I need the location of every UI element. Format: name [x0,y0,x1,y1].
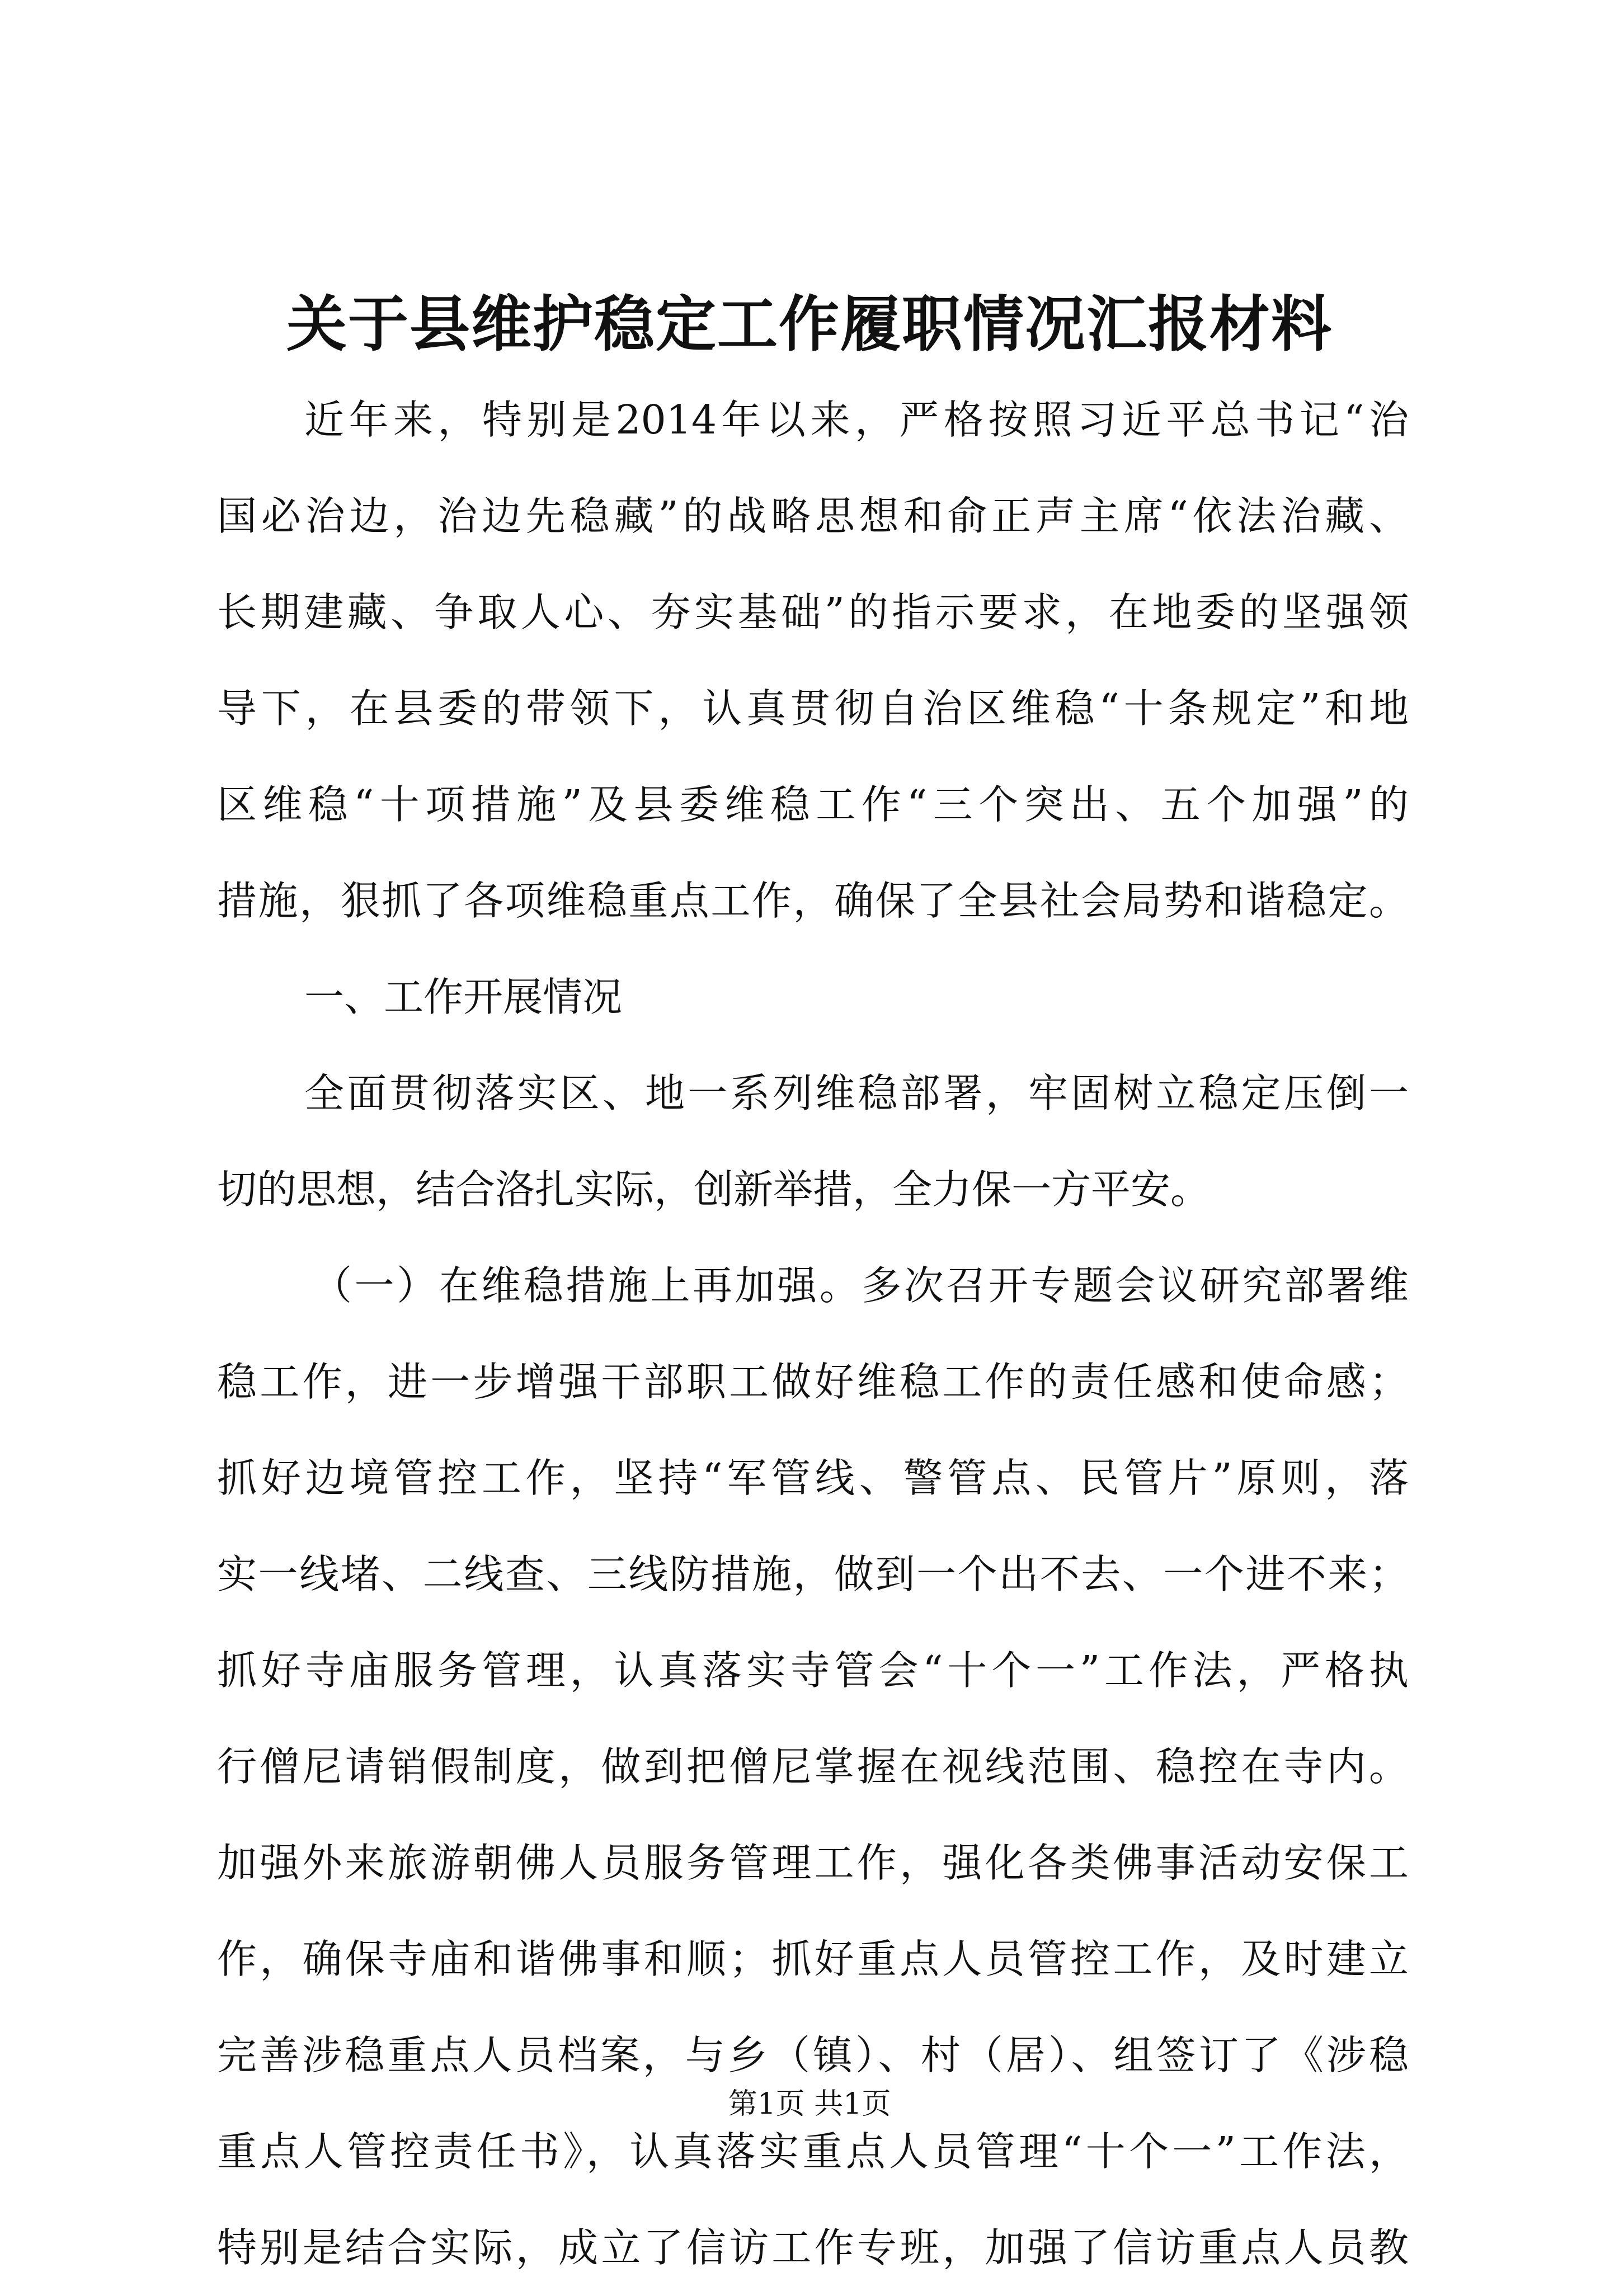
document-title: 关于县维护稳定工作履职情况汇报材料 [286,289,1333,360]
body-line: 措施，狠抓了各项维稳重点工作，确保了全县社会局势和谐稳定。 [217,878,1409,924]
section-heading: 一、工作开展情况 [304,974,623,1020]
body-line: 重点人管控责任书》，认真落实重点人员管理“十个一”工作法， [217,2128,1409,2175]
body-line: 抓好寺庙服务管理，认真落实寺管会“十个一”工作法，严格执 [217,1647,1409,1694]
page-footer: 第1页 共1页 [728,2087,891,2121]
body-line: 稳工作，进一步增强干部职工做好维稳工作的责任感和使命感； [217,1359,1409,1405]
body-line: 全面贯彻落实区、地一系列维稳部署，牢固树立稳定压倒一 [304,1070,1409,1116]
body-line: 行僧尼请销假制度，做到把僧尼掌握在视线范围、稳控在寺内。 [217,1743,1409,1790]
body-line: 特别是结合实际，成立了信访工作专班，加强了信访重点人员教 [217,2224,1409,2271]
body-line: 实一线堵、二线查、三线防措施，做到一个出不去、一个进不来； [217,1551,1409,1597]
body-line: 作，确保寺庙和谐佛事和顺；抓好重点人员管控工作，及时建立 [217,1936,1409,1982]
body-line: 抓好边境管控工作，坚持“军管线、警管点、民管片”原则，落 [217,1455,1409,1501]
body-line: 完善涉稳重点人员档案，与乡（镇）、村（居）、组签订了《涉稳 [217,2032,1409,2078]
body-line: 国必治边，治边先稳藏”的战略思想和俞正声主席“依法治藏、 [217,493,1409,539]
body-line: 长期建藏、争取人心、夯实基础”的指示要求，在地委的坚强领 [217,589,1409,635]
body-line: 导下，在县委的带领下，认真贯彻自治区维稳“十条规定”和地 [217,685,1409,732]
body-line: 区维稳“十项措施”及县委维稳工作“三个突出、五个加强”的 [217,781,1409,828]
subsection-line: （一）在维稳措施上再加强。多次召开专题会议研究部署维 [312,1262,1409,1309]
document-body [217,372,1409,2296]
body-line: 近年来，特别是2014年以来，严格按照习近平总书记“治 [304,397,1409,443]
body-line: 加强外来旅游朝佛人员服务管理工作，强化各类佛事活动安保工 [217,1840,1409,1886]
body-line: 切的思想，结合洛扎实际，创新举措，全力保一方平安。 [217,1166,1211,1213]
